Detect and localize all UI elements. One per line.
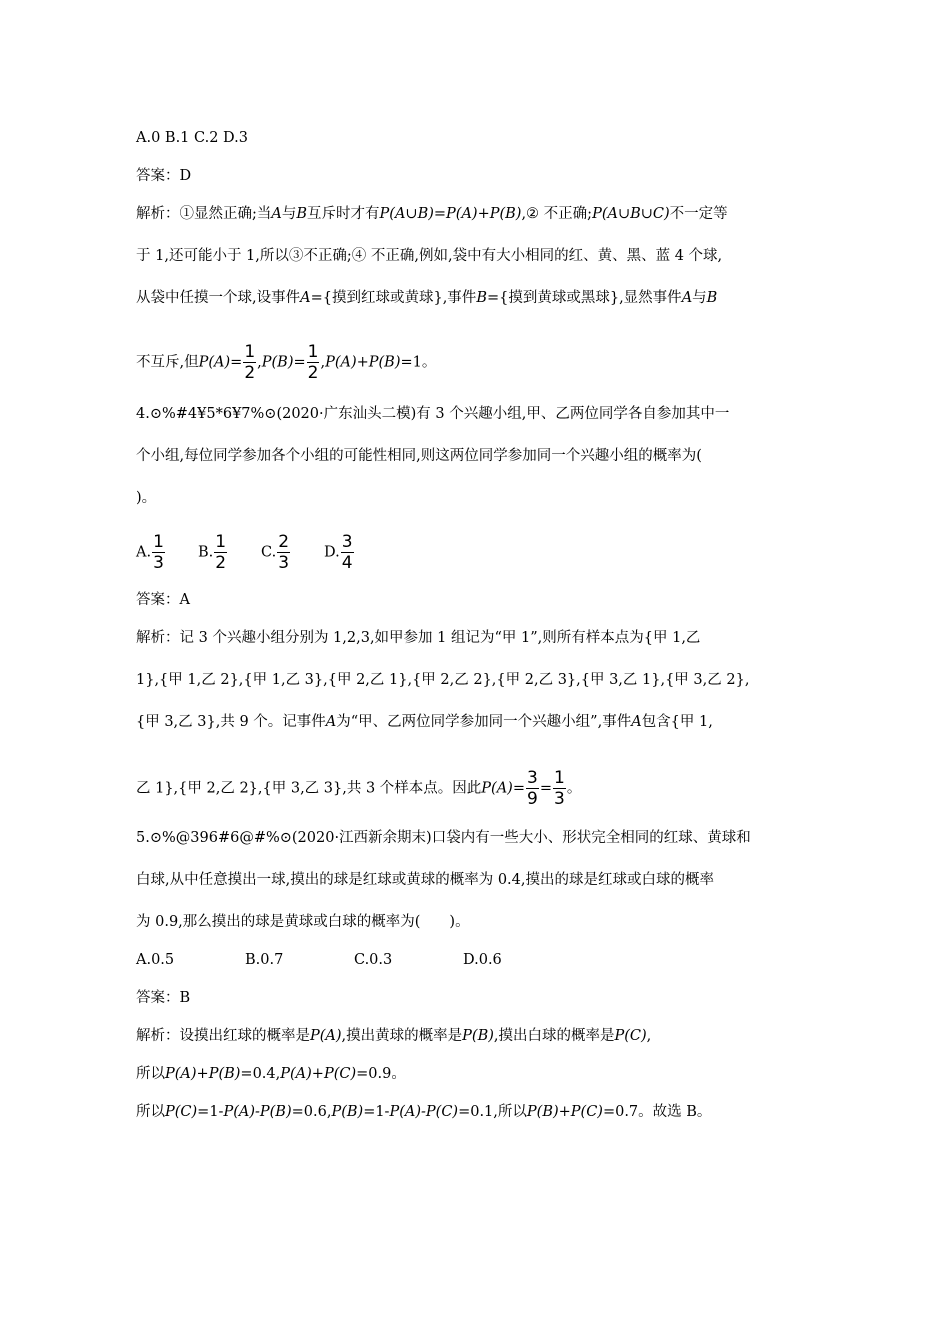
q3-analysis-line3: 从袋中任摸一个球,设事件A={摸到红球或黄球},事件B={摸到黄球或黑球},显然事件A与B — [136, 290, 718, 306]
q4-option-d: D. $\frac{3}{4}$ — [324, 532, 353, 573]
q5-stem-line3: 为 0.9,那么摸出的球是黄球或白球的概率为( )。 — [136, 914, 470, 930]
q3-answer: 答案：D — [136, 168, 192, 184]
fraction: $\frac{1}{2}$ — [215, 532, 227, 573]
q4-stem-line3: )。 — [136, 490, 157, 506]
fraction: $\frac{3}{9}$ — [527, 768, 538, 809]
fraction: $\frac{1}{2}$ — [307, 342, 319, 383]
q4-option-c: C. $\frac{2}{3}$ — [261, 532, 290, 573]
q5-analysis-line2: 所以P(A)+P(B)=0.4,P(A)+P(C)=0.9。 — [136, 1066, 406, 1082]
fraction: $\frac{1}{3}$ — [553, 768, 565, 809]
q3-analysis-line2: 于 1,还可能小于 1,所以③不正确;④ 不正确,例如,袋中有大小相同的红、黄、黑、蓝 4 个球, — [136, 248, 723, 264]
q4-analysis-line3: {甲 3,乙 3},共 9 个。记事件A为“甲、乙两位同学参加同一个兴趣小组”,事件A包含{甲 1, — [136, 714, 713, 730]
fraction: $\frac{1}{2}$ — [244, 342, 256, 383]
q5-stem-line1: 5.⊙%@396#6@#%⊙(2020·江西新余期末)口袋内有一些大小、形状完全相同的红球、黄球和 — [136, 830, 751, 846]
q5-analysis-line1: 解析：设摸出红球的概率是P(A),摸出黄球的概率是P(B),摸出白球的概率是P(C), — [136, 1028, 652, 1044]
q5-analysis-line3: 所以P(C)=1-P(A)-P(B)=0.6,P(B)=1-P(A)-P(C)=0.1,所以P(B)+P(C)=0.7。故选 B。 — [136, 1104, 712, 1120]
q4-option-a: A. $\frac{1}{3}$ — [136, 532, 164, 573]
q5-stem-line2: 白球,从中任意摸出一球,摸出的球是红球或黄球的概率为 0.4,摸出的球是红球或白球的概率 — [136, 872, 714, 888]
q3-analysis-line4: 不互斥,但P(A)= $\frac{1}{2}$ ,P(B)= $\frac{1}{2}$ ,P(A)+P(B)=1。 — [136, 342, 437, 383]
q5-options — [136, 950, 502, 970]
q5-answer: 答案：B — [136, 990, 191, 1006]
q3-analysis-line1: 解析：①显然正确;当A与B互斥时才有P(A∪B)=P(A)+P(B),② 不正确;P(A∪B∪C)不一定等 — [136, 206, 728, 222]
q5-option-b: B.0.7 — [245, 952, 284, 968]
q5-option-c: C.0.3 — [354, 952, 393, 968]
q4-option-b: B. $\frac{1}{2}$ — [198, 532, 227, 573]
q4-analysis-line1: 解析：记 3 个兴趣小组分别为 1,2,3,如甲参加 1 组记为“甲 1”,则所有样本点为{甲 1,乙 — [136, 630, 701, 646]
q4-stem-line1: 4.⊙%#4¥5*6¥7%⊙(2020·广东汕头二模)有 3 个兴趣小组,甲、乙两位同学各自参加其中一 — [136, 406, 730, 422]
q4-analysis-line2: 1},{甲 1,乙 2},{甲 1,乙 3},{甲 2,乙 1},{甲 2,乙 2},{甲 2,乙 3},{甲 3,乙 1},{甲 3,乙 2}, — [136, 672, 750, 688]
fraction: $\frac{2}{3}$ — [278, 532, 290, 573]
q4-analysis-line4: 乙 1},{甲 2,乙 2},{甲 3,乙 3},共 3 个样本点。因此P(A)= $\frac{3}{9}$ = $\frac{1}{3}$ 。 — [136, 768, 582, 809]
fraction: $\frac{1}{3}$ — [153, 532, 164, 573]
q5-option-d: D.0.6 — [463, 952, 502, 968]
q4-options — [136, 532, 355, 573]
q4-stem-line2: 个小组,每位同学参加各个小组的可能性相同,则这两位同学参加同一个兴趣小组的概率为( — [136, 448, 702, 464]
q3-options: A.0 B.1 C.2 D.3 — [136, 130, 248, 146]
q4-answer: 答案：A — [136, 592, 190, 608]
fraction: $\frac{3}{4}$ — [341, 532, 353, 573]
q5-option-a: A.0.5 — [136, 952, 175, 968]
